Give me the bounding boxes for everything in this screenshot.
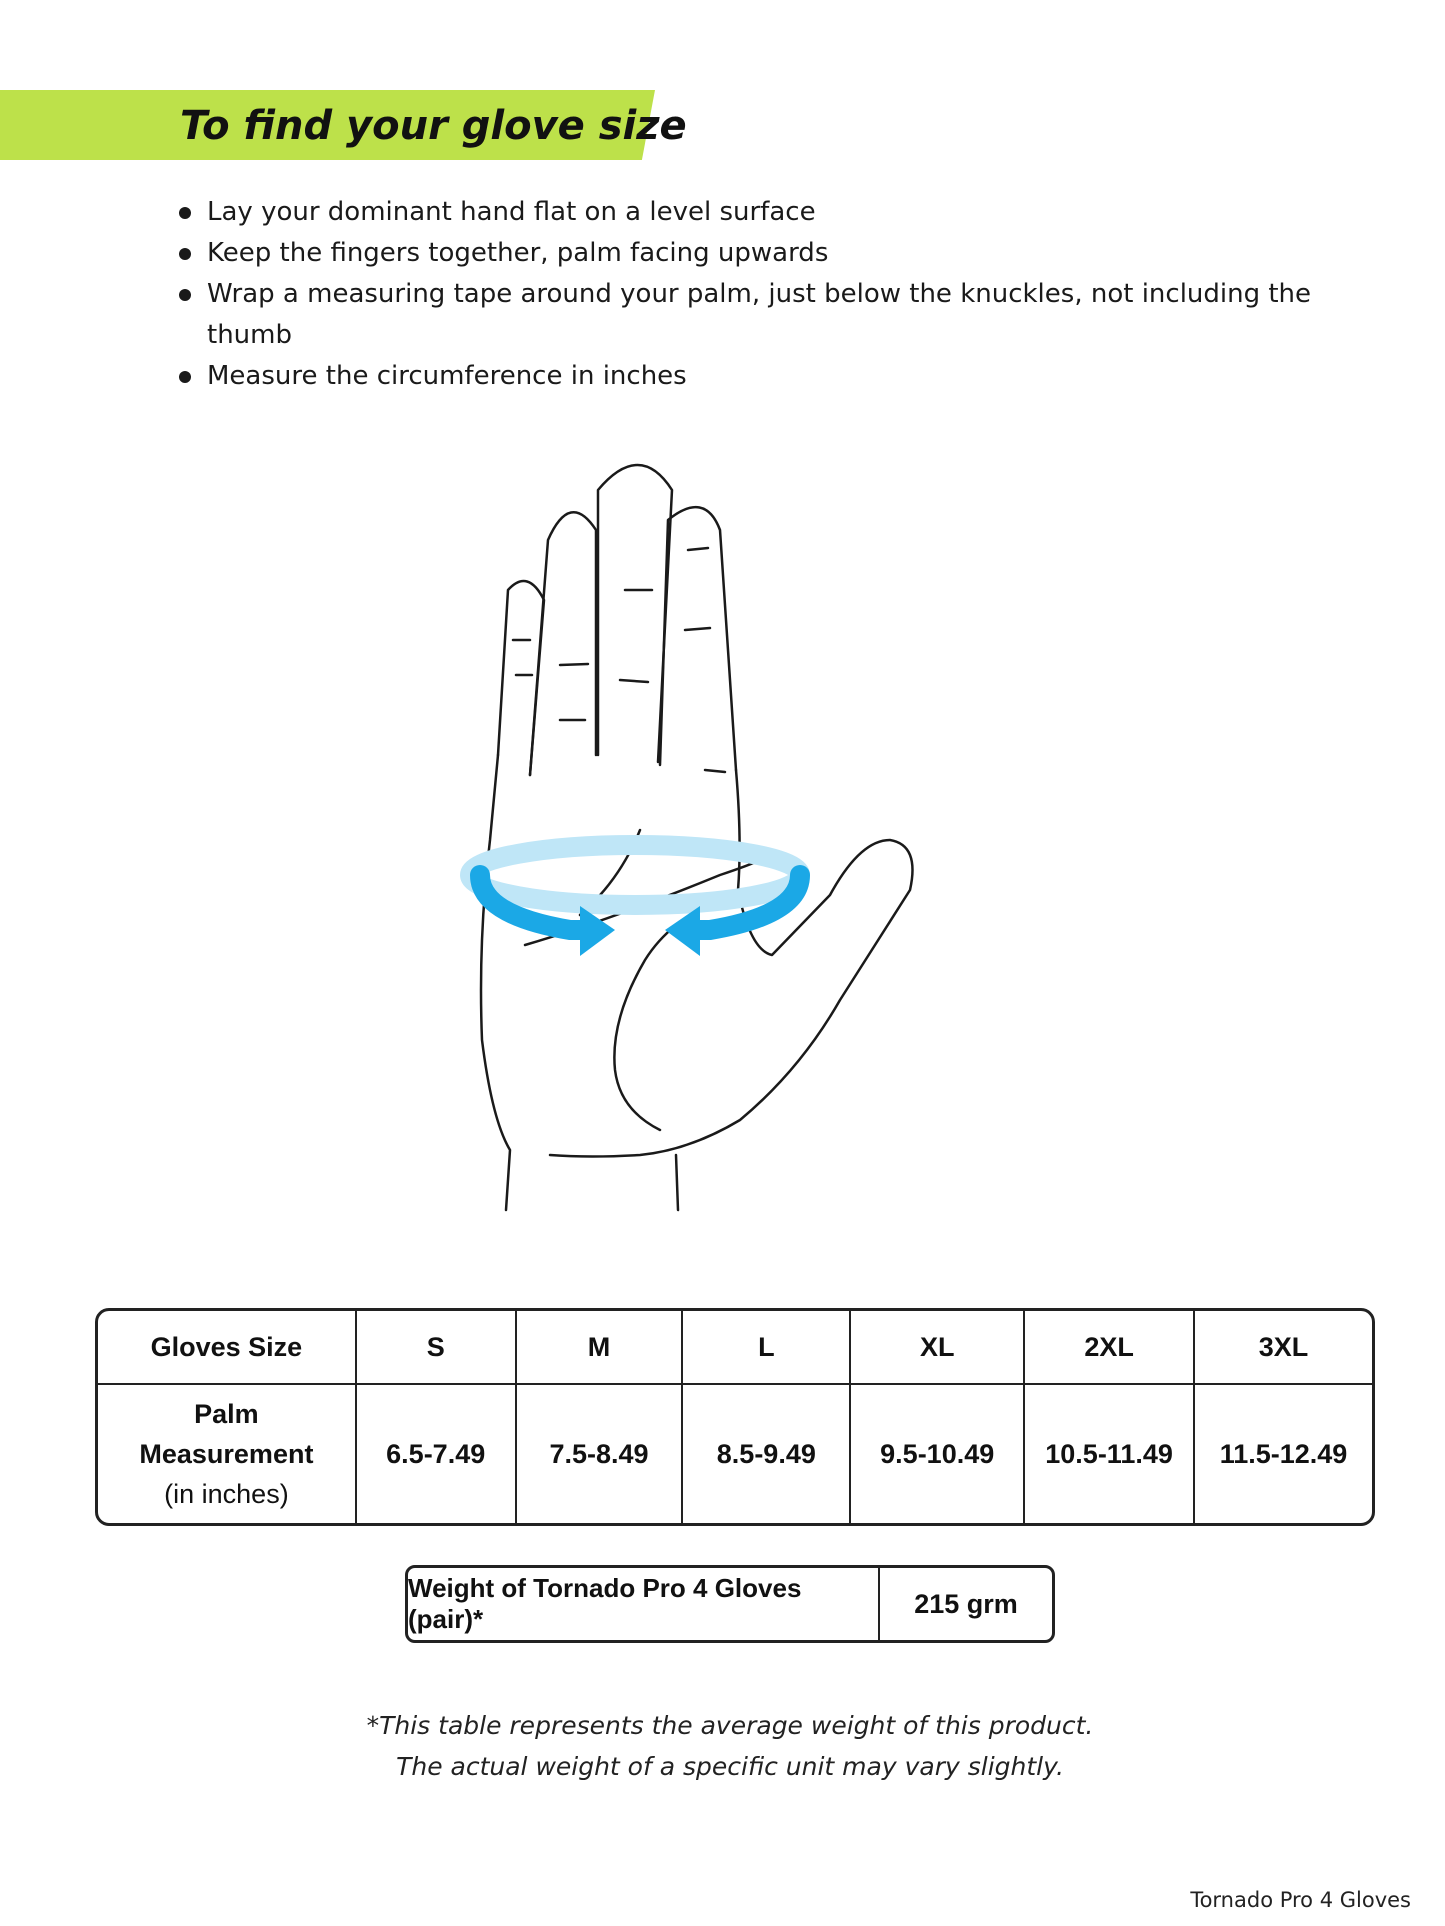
size-cell: XL [850, 1311, 1024, 1384]
disclaimer-note [280, 1705, 1180, 1787]
footer-product-name: Tornado Pro 4 Gloves [1190, 1888, 1411, 1912]
glove-size-table [95, 1308, 1375, 1526]
instruction-text: Keep the fingers together, palm facing upwards [207, 238, 829, 268]
row-label-unit: (in inches) [164, 1479, 289, 1509]
size-cell: M [516, 1311, 683, 1384]
size-cell: S [356, 1311, 516, 1384]
row-label-line: Measurement [139, 1439, 314, 1469]
bullet-icon [179, 289, 191, 301]
weight-table [405, 1565, 1055, 1643]
weight-label: Weight of Tornado Pro 4 Gloves (pair)* [408, 1568, 880, 1640]
palm-outline-right [550, 770, 913, 1157]
size-cell: 2XL [1024, 1311, 1194, 1384]
measurement-row-label [98, 1384, 356, 1523]
ring-finger [660, 507, 736, 770]
size-cell: L [682, 1311, 850, 1384]
measurement-cell: 6.5-7.49 [356, 1384, 516, 1523]
wrist-line [676, 1155, 678, 1210]
instruction-item [175, 233, 1325, 274]
measurement-cell: 10.5-11.49 [1024, 1384, 1194, 1523]
pinky-finger [498, 581, 544, 775]
instruction-text: Lay your dominant hand flat on a level surface [207, 197, 816, 227]
measurement-cell: 8.5-9.49 [682, 1384, 850, 1523]
table-row [98, 1384, 1372, 1523]
measurement-cell: 9.5-10.49 [850, 1384, 1024, 1523]
disclaimer-line: *This table represents the average weight of this product. [366, 1711, 1094, 1740]
measurement-cell: 7.5-8.49 [516, 1384, 683, 1523]
instruction-text: Wrap a measuring tape around your palm, just below the knuckles, not including the thumb [207, 279, 1312, 350]
palm-outline-left [481, 755, 510, 1210]
bullet-icon [179, 248, 191, 260]
bullet-icon [179, 207, 191, 219]
hand-measurement-illustration [420, 420, 1060, 1220]
bullet-icon [179, 371, 191, 383]
row-label-line: Palm [194, 1399, 259, 1429]
instruction-list [175, 192, 1325, 397]
size-cell: 3XL [1194, 1311, 1372, 1384]
instruction-item [175, 356, 1325, 397]
measurement-cell: 11.5-12.49 [1194, 1384, 1372, 1523]
table-row [98, 1311, 1372, 1384]
size-header-label: Gloves Size [98, 1311, 356, 1384]
measuring-tape-back [470, 845, 800, 905]
disclaimer-line: The actual weight of a specific unit may vary slightly. [396, 1752, 1064, 1781]
instruction-item [175, 192, 1325, 233]
weight-value: 215 grm [914, 1588, 1018, 1619]
page-title: To find your glove size [180, 103, 687, 149]
instruction-item [175, 274, 1325, 356]
instruction-text: Measure the circumference in inches [207, 361, 687, 391]
